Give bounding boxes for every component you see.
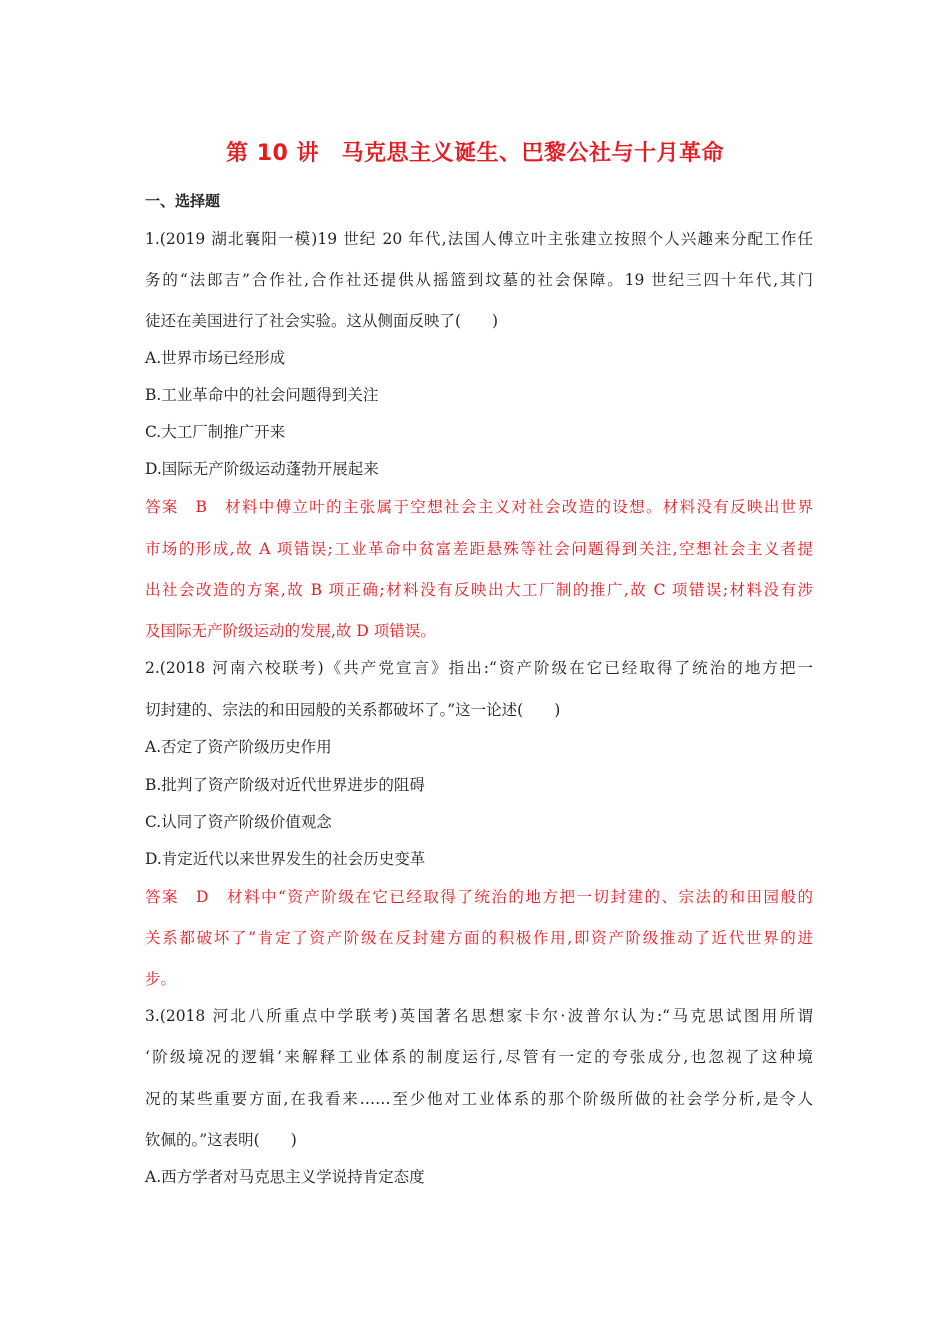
q3-stem-line: 况的某些重要方面,在我看来……至少他对工业体系的那个阶级所做的社会学分析,是令人 [145, 1090, 813, 1108]
q1-option-a: A.世界市场已经形成 [145, 349, 286, 367]
q1-stem-line: 徒还在美国进行了社会实验。这从侧面反映了( ) [145, 312, 499, 330]
q1-option-b: B.工业革命中的社会问题得到关注 [145, 386, 379, 404]
q2-answer-line: 答案 D 材料中“资产阶级在它已经取得了统治的地方把一切封建的、宗法的和田园般的 [145, 888, 813, 906]
q1-answer-line: 出社会改造的方案,故 B 项正确;材料没有反映出大工厂制的推广,故 C 项错误;材料没有涉 [145, 581, 813, 599]
q2-stem-line: 2.(2018 河南六校联考)《共产党宣言》指出:“资产阶级在它已经取得了统治的地方把一 [145, 659, 813, 677]
q1-stem-line: 务的“法郎吉”合作社,合作社还提供从摇篮到坟墓的社会保障。19 世纪三四十年代,其门 [145, 271, 813, 289]
q3-stem-line: 3.(2018 河北八所重点中学联考)英国著名思想家卡尔·波普尔认为:“马克思试图用所谓 [145, 1007, 813, 1025]
q1-answer-line: 答案 B 材料中傅立叶的主张属于空想社会主义对社会改造的设想。材料没有反映出世界 [145, 498, 813, 516]
section-heading: 一、选择题 [145, 192, 221, 210]
q3-stem-line: 钦佩的。”这表明( ) [145, 1131, 297, 1149]
q2-stem-line: 切封建的、宗法的和田园般的关系都破坏了。”这一论述( ) [145, 701, 561, 719]
q2-option-d: D.肯定近代以来世界发生的社会历史变革 [145, 850, 426, 868]
q2-answer-line: 关系都破坏了”肯定了资产阶级在反封建方面的积极作用,即资产阶级推动了近代世界的进 [145, 929, 813, 947]
q2-answer-line: 步。 [145, 970, 177, 988]
q2-option-b: B.批判了资产阶级对近代世界进步的阻碍 [145, 776, 425, 794]
q2-option-c: C.认同了资产阶级价值观念 [145, 813, 332, 831]
q3-stem-line: ‘阶级境况的逻辑’来解释工业体系的制度运行,尽管有一定的夸张成分,也忽视了这种境 [145, 1048, 813, 1066]
q2-option-a: A.否定了资产阶级历史作用 [145, 738, 332, 756]
q1-option-d: D.国际无产阶级运动蓬勃开展起来 [145, 460, 379, 478]
q1-answer-line: 市场的形成,故 A 项错误;工业革命中贫富差距悬殊等社会问题得到关注,空想社会主义者提 [145, 540, 813, 558]
page-title: 第 10 讲 马克思主义诞生、巴黎公社与十月革命 [226, 141, 724, 166]
q1-answer-line: 及国际无产阶级运动的发展,故 D 项错误。 [145, 622, 436, 640]
q3-option-a: A.西方学者对马克思主义学说持肯定态度 [145, 1168, 425, 1186]
q1-stem-line: 1.(2019 湖北襄阳一模)19 世纪 20 年代,法国人傅立叶主张建立按照个人兴趣来分配工作任 [145, 230, 813, 248]
q1-option-c: C.大工厂制推广开来 [145, 423, 286, 441]
